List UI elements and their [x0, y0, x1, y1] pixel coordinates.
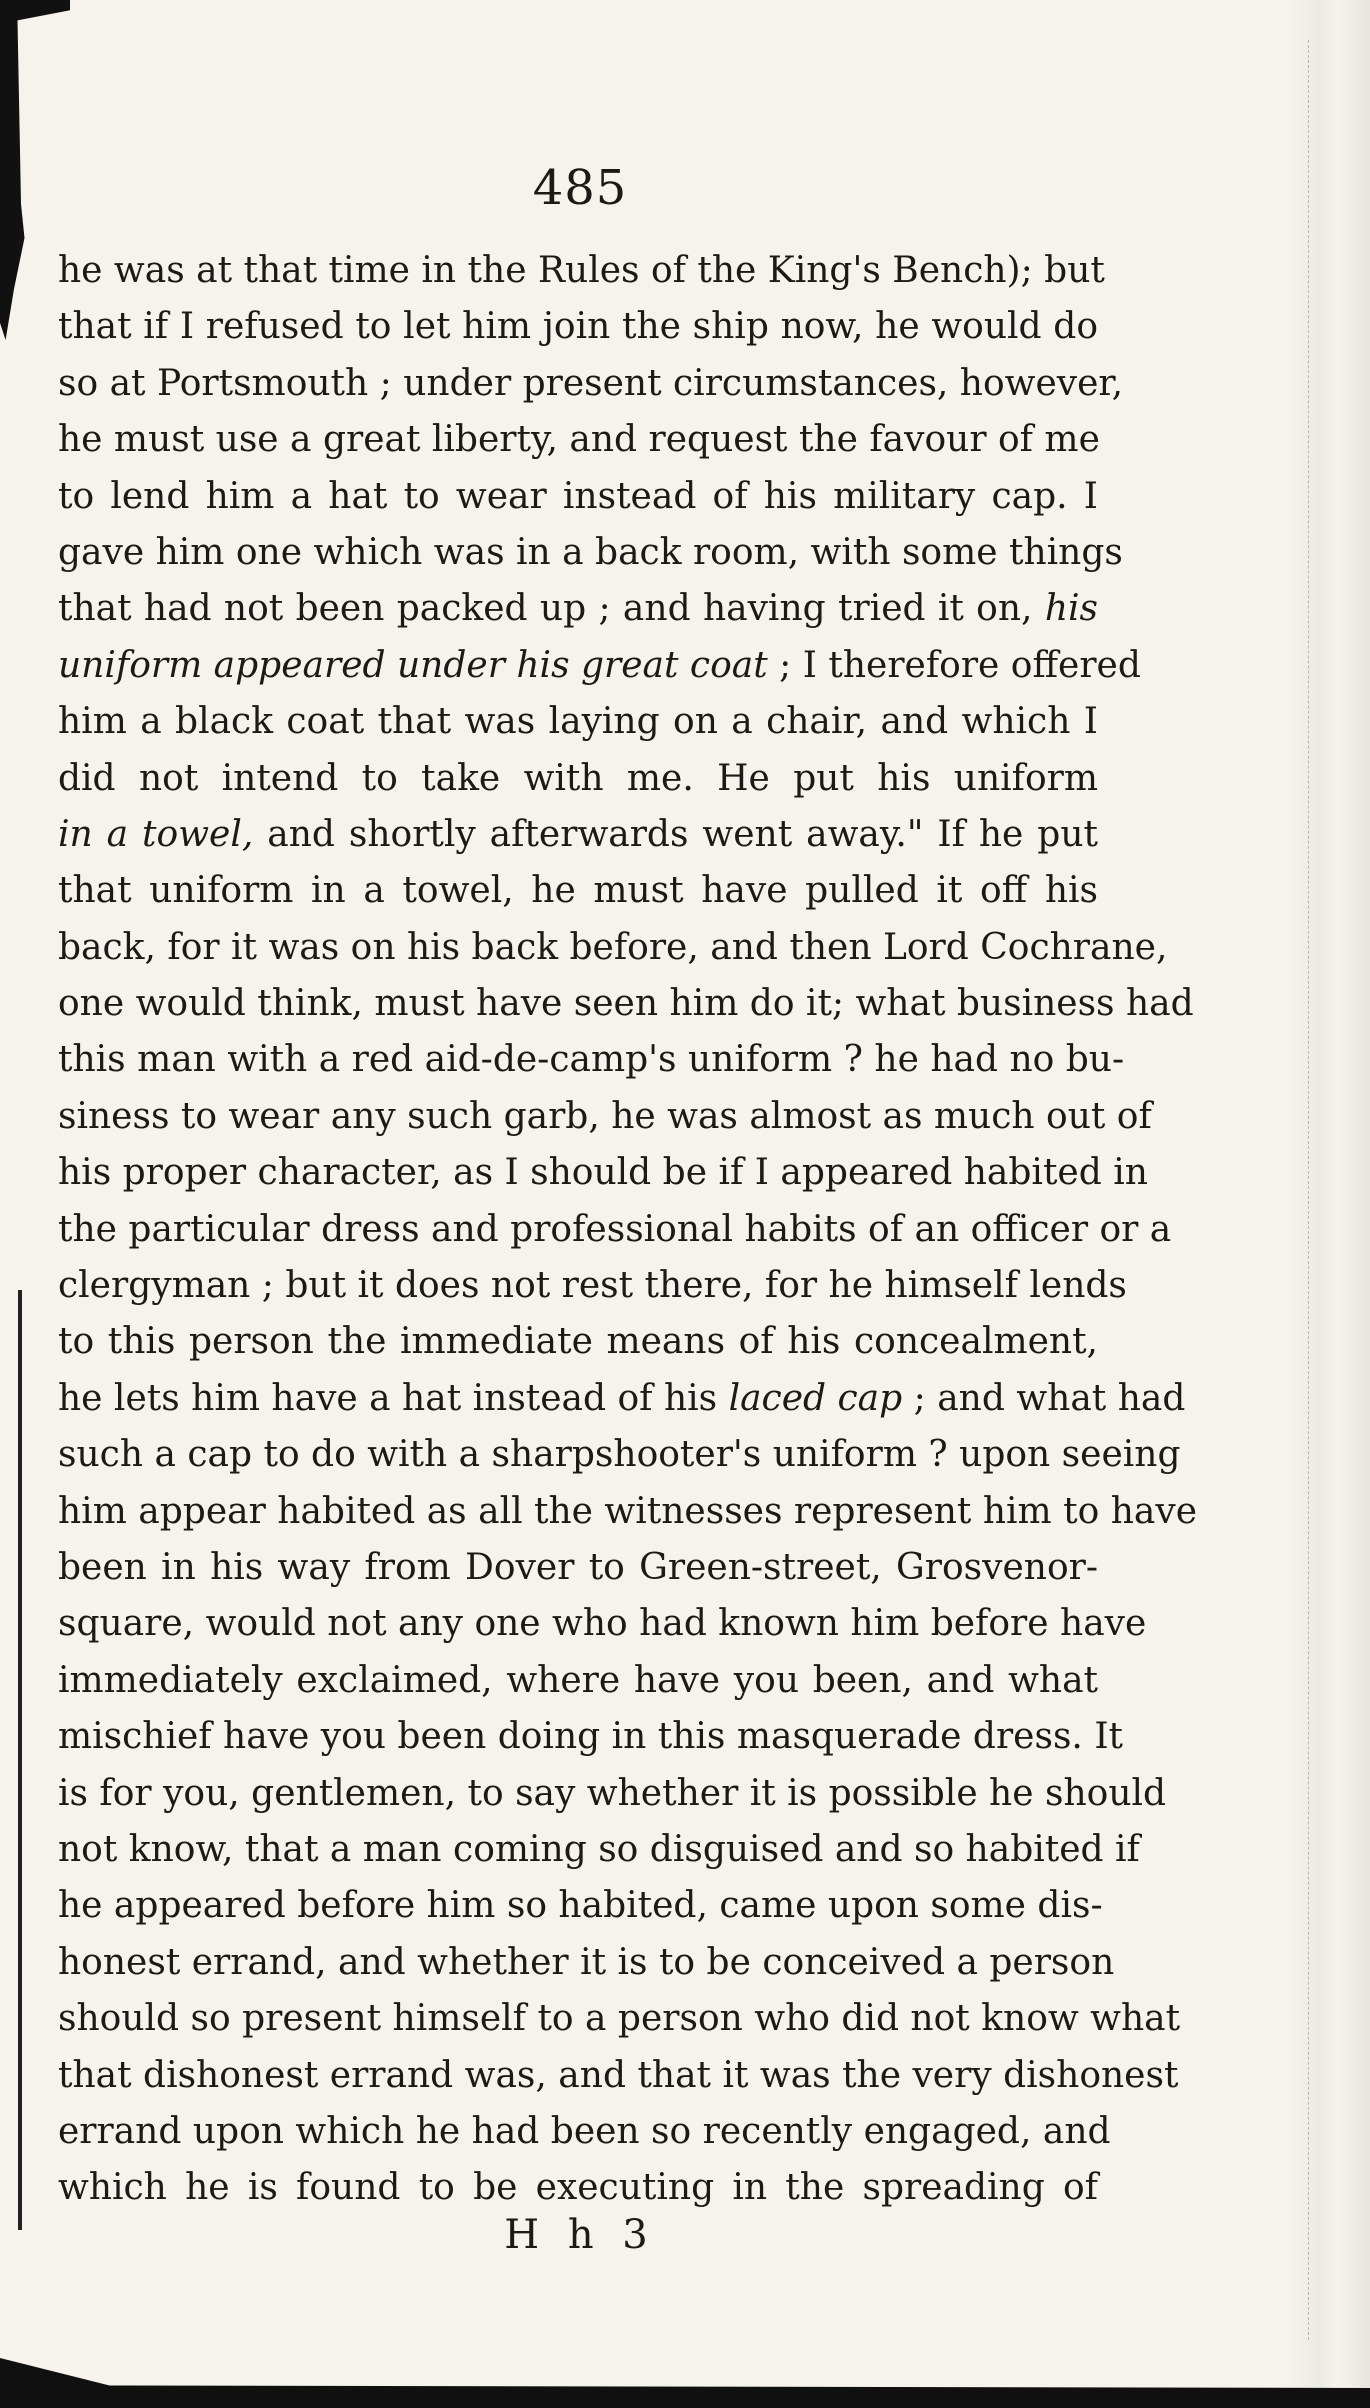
text-segment: immediately exclaimed, where have you been, and what	[58, 1659, 1098, 1701]
text-line	[58, 1653, 1098, 1709]
text-line	[58, 243, 1105, 299]
text-line	[58, 469, 1098, 525]
text-segment: him a black coat that was laying on a chair, and which I	[58, 701, 1098, 743]
italic-text: his	[1044, 588, 1098, 630]
italic-text: laced cap	[728, 1377, 903, 1419]
text-line	[58, 525, 1123, 581]
text-line	[58, 694, 1098, 750]
text-line	[58, 976, 1194, 1032]
text-segment: to this person the immediate means of his concealment,	[58, 1321, 1098, 1363]
text-line	[58, 638, 1141, 694]
text-line	[58, 1878, 1103, 1934]
text-line	[58, 2048, 1179, 2104]
page-edge-right	[1288, 0, 1370, 2408]
text-line	[58, 807, 1098, 863]
text-line	[58, 1089, 1152, 1145]
text-segment: he must use a great liberty, and request the favour of me	[58, 419, 1100, 461]
italic-text: in a towel,	[58, 813, 254, 855]
text-line	[58, 1766, 1167, 1822]
text-line	[58, 2104, 1111, 2160]
text-segment: one would think, must have seen him do it; what business had	[58, 983, 1194, 1025]
text-line	[58, 1145, 1148, 1201]
text-segment: should so present himself to a person who did not know what	[58, 1998, 1181, 2040]
text-line	[58, 1596, 1147, 1652]
text-line	[58, 356, 1124, 412]
text-segment: square, would not any one who had known him before have	[58, 1603, 1147, 1645]
text-line	[58, 751, 1098, 807]
text-line	[58, 1314, 1098, 1370]
page-number: 485	[532, 160, 628, 216]
text-segment: not know, that a man coming so disguised and so habited if	[58, 1828, 1140, 1870]
text-segment: the particular dress and professional habits of an officer or a	[58, 1208, 1172, 1250]
signature-mark: H h 3	[504, 2212, 656, 2258]
text-segment: errand upon which he had been so recently engaged, and	[58, 2110, 1111, 2152]
page-edge-bottom	[0, 2358, 1370, 2408]
text-segment: his proper character, as I should be if I appeared habited in	[58, 1152, 1148, 1194]
body-text	[58, 243, 1197, 2217]
text-segment: he appeared before him so habited, came upon some dis-	[58, 1885, 1103, 1927]
text-segment: that if I refused to let him join the ship now, he would do	[58, 306, 1098, 348]
text-segment: that dishonest errand was, and that it was the very dishonest	[58, 2054, 1179, 2096]
text-segment: he was at that time in the Rules of the King's Bench); but	[58, 250, 1105, 291]
text-line	[58, 1935, 1115, 1991]
text-line	[58, 1991, 1181, 2047]
text-segment: back, for it was on his back before, and then Lord Cochrane,	[58, 926, 1168, 968]
text-segment: and shortly afterwards went away." If he put	[253, 813, 1098, 855]
text-segment: that uniform in a towel, he must have pulled it off his	[58, 870, 1098, 912]
text-line	[58, 1484, 1197, 1540]
text-line	[58, 2160, 1098, 2216]
text-segment: him appear habited as all the witnesses represent him to have	[58, 1490, 1197, 1532]
text-line	[58, 863, 1098, 919]
text-line	[58, 920, 1168, 976]
text-segment: gave him one which was in a back room, with some things	[58, 531, 1123, 573]
italic-text: uniform appeared under his great coat	[58, 644, 768, 686]
text-segment: he lets him have a hat instead of his	[58, 1377, 729, 1419]
text-segment: this man with a red aid-de-camp's uniform ? he had no bu-	[58, 1039, 1125, 1081]
text-line	[58, 1427, 1181, 1483]
text-segment: mischief have you been doing in this masquerade dress. It	[58, 1716, 1124, 1758]
text-line	[58, 1258, 1127, 1314]
text-line	[58, 1032, 1125, 1088]
text-segment: honest errand, and whether it is to be conceived a person	[58, 1941, 1115, 1983]
text-line	[58, 1822, 1140, 1878]
text-segment: which he is found to be executing in the spreading of	[58, 2167, 1098, 2209]
text-segment: siness to wear any such garb, he was almost as much out of	[58, 1095, 1152, 1137]
text-segment: did not intend to take with me. He put his uniform	[58, 757, 1098, 799]
text-segment: clergyman ; but it does not rest there, for he himself lends	[58, 1265, 1127, 1307]
text-line	[58, 1709, 1124, 1765]
binding-shadow-left	[18, 1290, 22, 2230]
text-segment: that had not been packed up ; and having tried it on,	[58, 588, 1045, 630]
text-line	[58, 1540, 1098, 1596]
text-segment: is for you, gentlemen, to say whether it is possible he should	[58, 1772, 1167, 1814]
text-line	[58, 412, 1098, 468]
text-segment: ; I therefore offered	[767, 644, 1141, 686]
text-segment: so at Portsmouth ; under present circumstances, however,	[58, 362, 1124, 404]
text-line	[58, 299, 1098, 355]
text-line	[58, 1371, 1186, 1427]
text-segment: been in his way from Dover to Green-street, Grosvenor-	[58, 1546, 1098, 1588]
text-segment: to lend him a hat to wear instead of his military cap. I	[58, 475, 1098, 517]
text-line	[58, 1202, 1172, 1258]
text-segment: ; and what had	[902, 1377, 1186, 1419]
text-segment: such a cap to do with a sharpshooter's uniform ? upon seeing	[58, 1434, 1181, 1476]
text-line	[58, 581, 1098, 637]
